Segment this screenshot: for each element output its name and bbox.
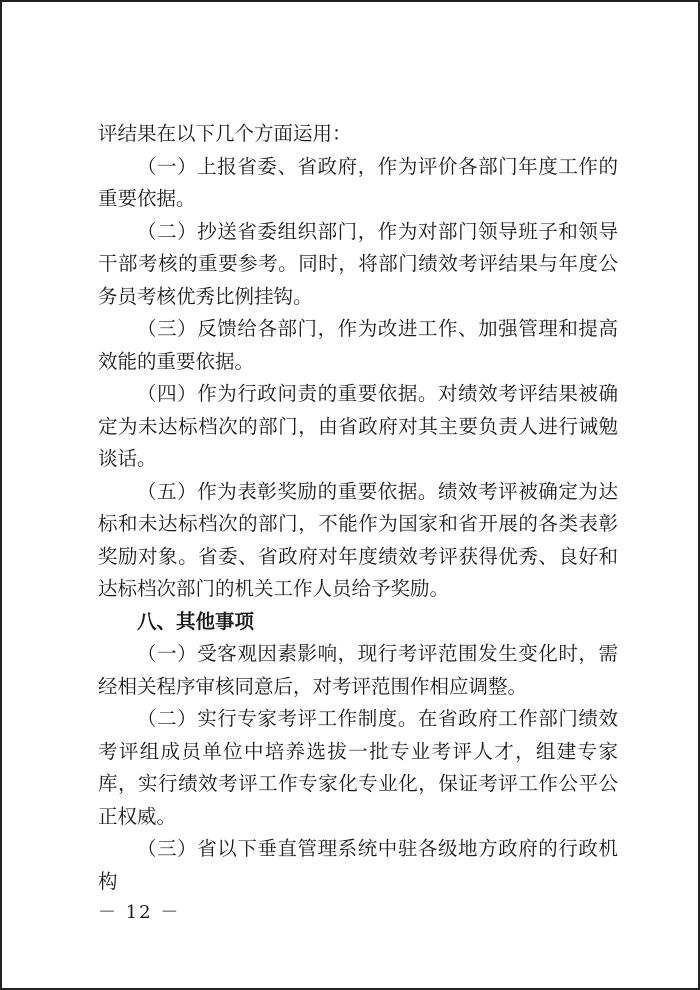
body-text: [98, 118, 618, 898]
paragraph-item-5: （五）作为表彰奖励的重要依据。绩效考评被确定为达标和未达标档次的部门，不能作为国家和省开展的各类表彰奖励对象。省委、省政府对年度绩效考评获得优秀、良好和达标档次部门的机关工作人员给予奖励。: [98, 479, 618, 600]
paragraph-item-7: （二）实行专家考评工作制度。在省政府工作部门绩效考评组成员单位中培养选拔一批专业考评人才，组建专家库，实行绩效考评工作专家化专业化，保证考评工作公平公正权威。: [98, 707, 618, 828]
paragraph-item-2: （二）抄送省委组织部门，作为对部门领导班子和领导干部考核的重要参考。同时，将部门绩效考评结果与年度公务员考核优秀比例挂钩。: [98, 219, 618, 308]
paragraph-item-1: （一）上报省委、省政府，作为评价各部门年度工作的重要依据。: [98, 154, 618, 210]
paragraph-item-8: （三）省以下垂直管理系统中驻各级地方政府的行政机构: [98, 837, 618, 893]
paragraph-item-4: （四）作为行政问责的重要依据。对绩效考评结果被确定为未达标档次的部门，由省政府对其主要负责人进行诫勉谈话。: [98, 382, 618, 470]
paragraph-item-6: （一）受客观因素影响，现行考评范围发生变化时，需经相关程序审核同意后，对考评范围作相应调整。: [98, 642, 618, 698]
paragraph-continuation: 评结果在以下几个方面运用：: [98, 122, 352, 145]
section-heading: 八、其他事项: [137, 609, 255, 633]
paragraph-item-3: （三）反馈给各部门，作为改进工作、加强管理和提高效能的重要依据。: [98, 317, 618, 373]
page-number: － 12 －: [98, 902, 181, 923]
